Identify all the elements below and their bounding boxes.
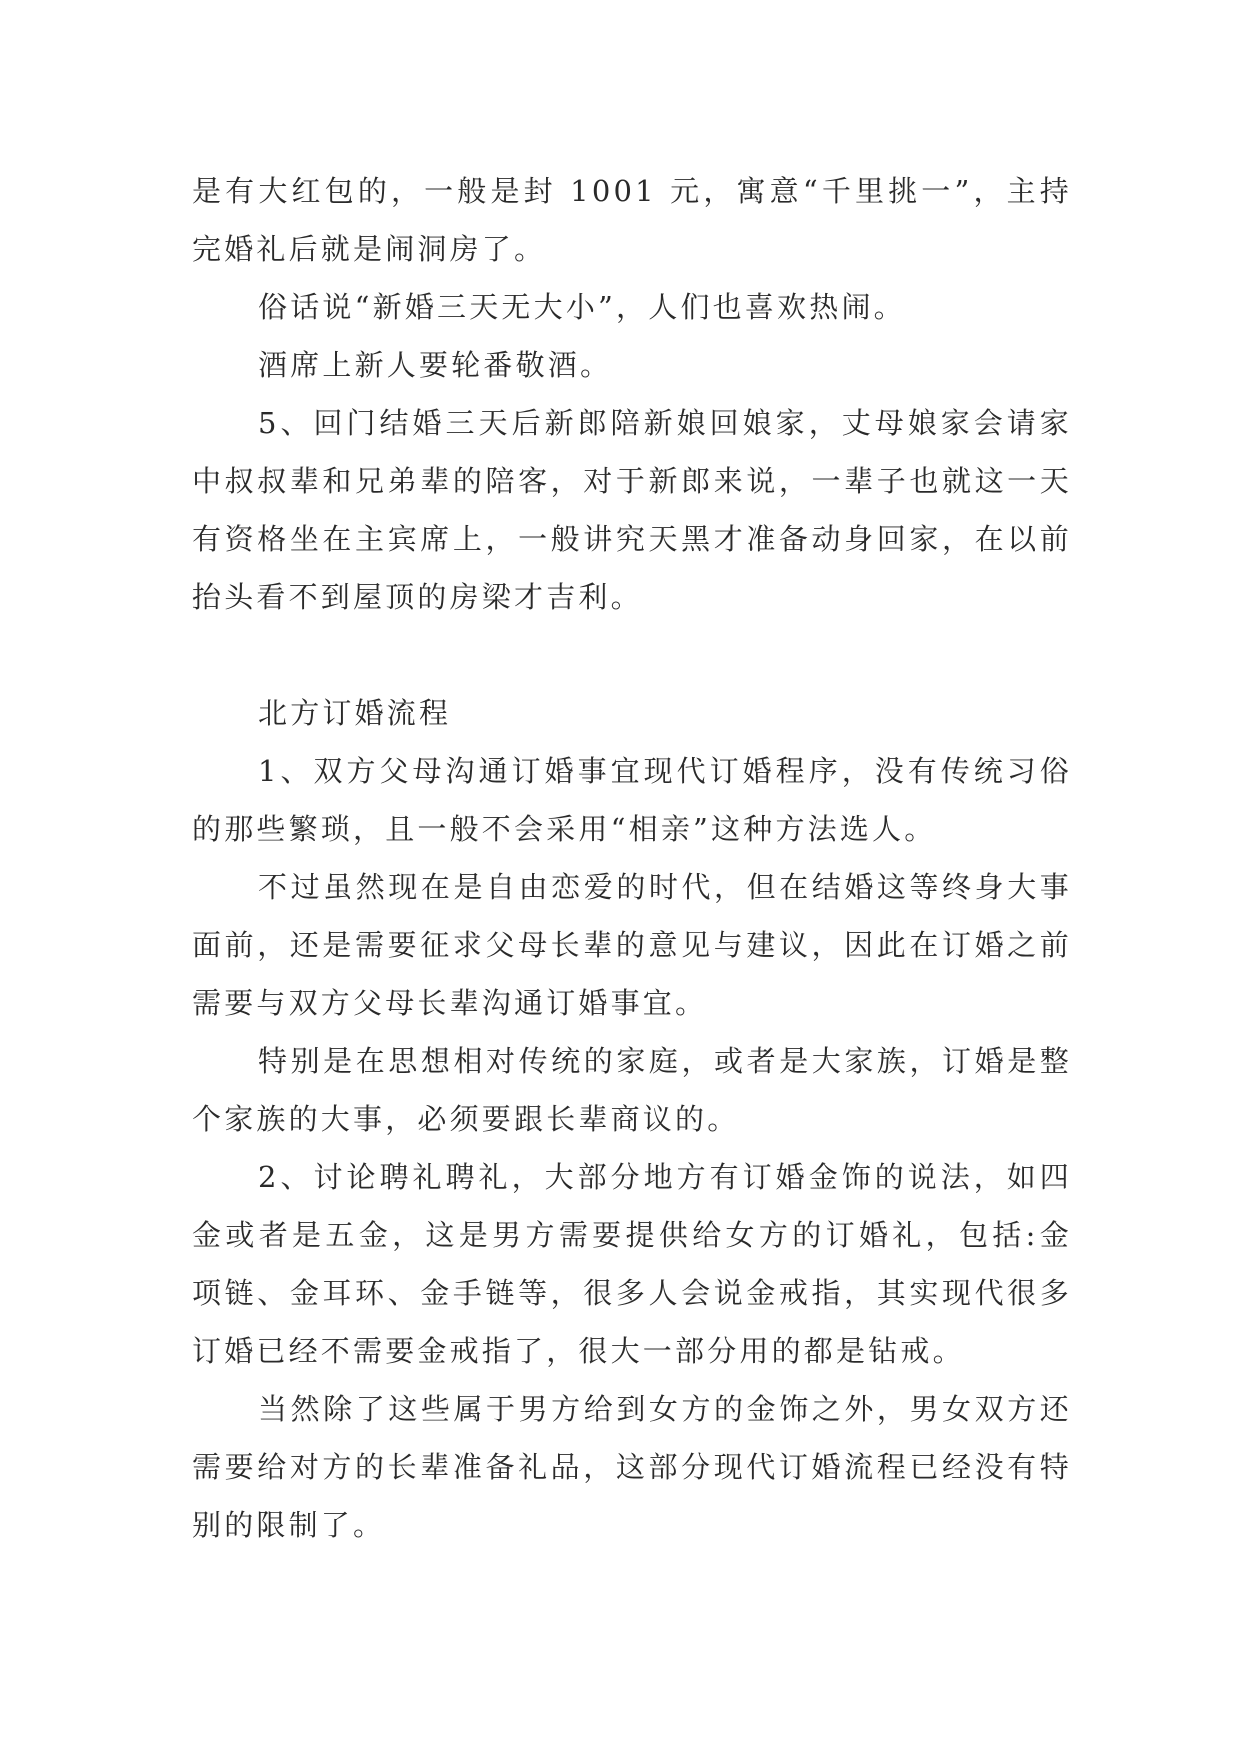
section-spacer bbox=[192, 626, 1072, 684]
paragraph: 不过虽然现在是自由恋爱的时代，但在结婚这等终身大事面前，还是需要征求父母长辈的意见与建议，因此在订婚之前需要与双方父母长辈沟通订婚事宜。 bbox=[192, 870, 1072, 1020]
document-body bbox=[192, 162, 1072, 1554]
paragraph: 俗话说“新婚三天无大小”，人们也喜欢热闹。 bbox=[258, 290, 906, 324]
paragraph: 特别是在思想相对传统的家庭，或者是大家族，订婚是整个家族的大事，必须要跟长辈商议的。 bbox=[192, 1044, 1072, 1136]
paragraph: 酒席上新人要轮番敬酒。 bbox=[258, 348, 613, 382]
paragraph: 当然除了这些属于男方给到女方的金饰之外，男女双方还需要给对方的长辈准备礼品，这部分现代订婚流程已经没有特别的限制了。 bbox=[192, 1392, 1072, 1542]
paragraph: 1、双方父母沟通订婚事宜现代订婚程序，没有传统习俗的那些繁琐，且一般不会采用“相亲”这种方法选人。 bbox=[192, 754, 1072, 846]
section-heading: 北方订婚流程 bbox=[258, 696, 452, 730]
paragraph: 5、回门结婚三天后新郎陪新娘回娘家，丈母娘家会请家中叔叔辈和兄弟辈的陪客，对于新郎来说，一辈子也就这一天有资格坐在主宾席上，一般讲究天黑才准备动身回家，在以前抬头看不到屋顶的房梁才吉利。 bbox=[192, 406, 1072, 614]
continued-paragraph: 是有大红包的，一般是封 1001 元，寓意“千里挑一”，主持完婚礼后就是闹洞房了。 bbox=[192, 174, 1072, 266]
paragraph: 2、讨论聘礼聘礼，大部分地方有订婚金饰的说法，如四金或者是五金，这是男方需要提供给女方的订婚礼，包括:金项链、金耳环、金手链等，很多人会说金戒指，其实现代很多订婚已经不需要金戒指了，很大一部分用的都是钻戒。 bbox=[192, 1160, 1072, 1368]
